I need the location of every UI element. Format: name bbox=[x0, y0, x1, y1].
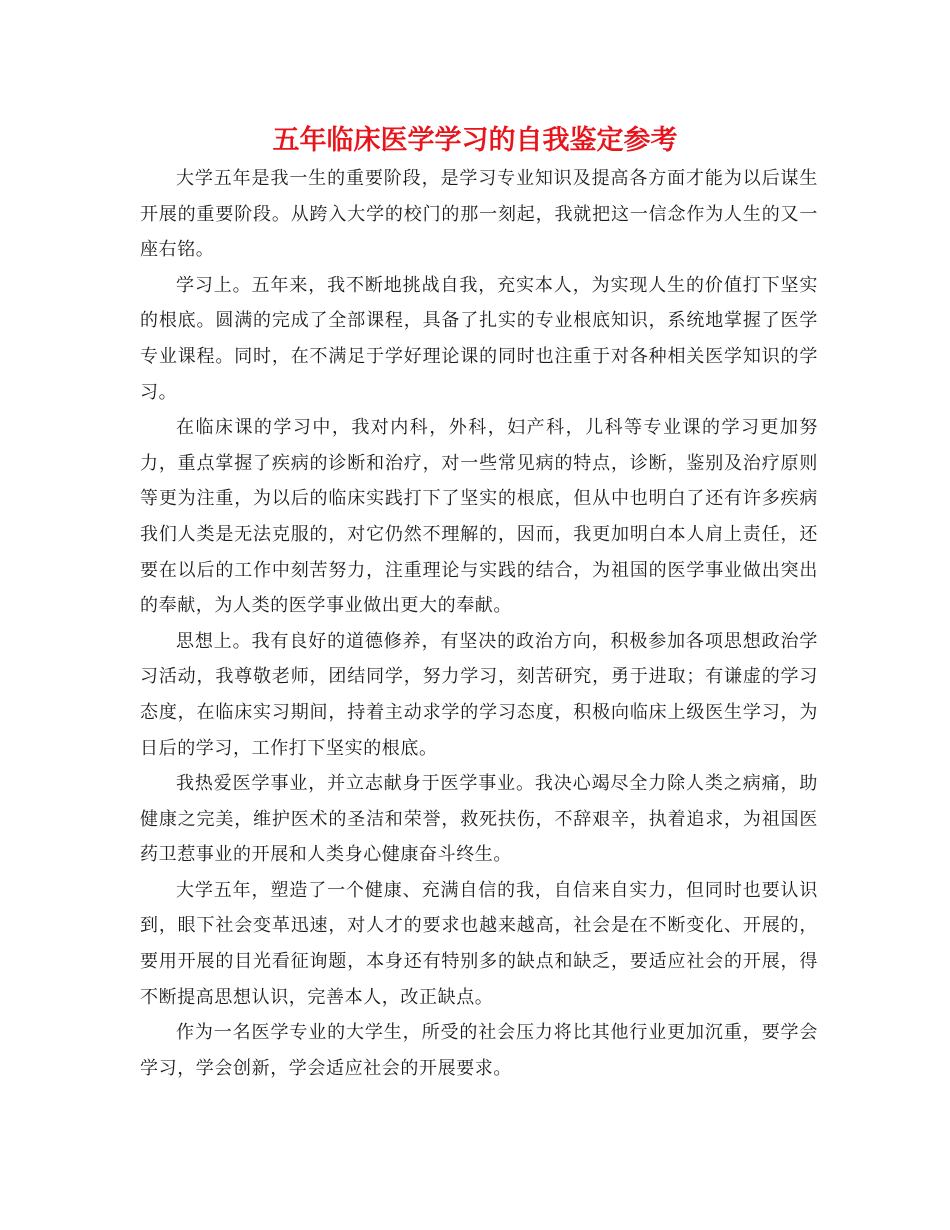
paragraph-intro: 大学五年是我一生的重要阶段，是学习专业知识及提高各方面才能为以后谋生开展的重要阶段。从跨入大学的校门的那一刻起，我就把这一信念作为人生的又一座右铭。 bbox=[140, 168, 818, 261]
paragraph-study: 学习上。五年来，我不断地挑战自我，充实本人，为实现人生的价值打下坚实的根底。圆满的完成了全部课程，具备了扎实的专业根底知识，系统地掌握了医学专业课程。同时，在不满足于学好理论课的同时也注重于对各种相关医学知识的学习。 bbox=[140, 274, 818, 403]
paragraph-reflection: 大学五年，塑造了一个健康、充满自信的我，自信来自实力，但同时也要认识到，眼下社会变革迅速，对人才的要求也越来越高，社会是在不断变化、开展的，要用开展的目光看征询题，本身还有特别多的缺点和缺乏，要适应社会的开展，得不断提高思想认识，完善本人，改正缺点。 bbox=[140, 879, 818, 1008]
paragraph-career: 我热爱医学事业，并立志献身于医学事业。我决心竭尽全力除人类之病痛，助健康之完美，维护医术的圣洁和荣誉，救死扶伤，不辞艰辛，执着追求，为祖国医药卫惹事业的开展和人类身心健康奋斗终生。 bbox=[140, 773, 818, 866]
paragraph-clinical: 在临床课的学习中，我对内科，外科，妇产科，儿科等专业课的学习更加努力，重点掌握了疾病的诊断和治疗，对一些常见病的特点，诊断，鉴别及治疗原则等更为注重，为以后的临床实践打下了坚实的根底，但从中也明白了还有许多疾病我们人类是无法克服的，对它仍然不理解的，因而，我更加明白本人肩上责任，还要在以后的工作中刻苦努力，注重理论与实践的结合，为祖国的医学事业做出突出的奉献，为人类的医学事业做出更大的奉献。 bbox=[140, 417, 818, 617]
paragraph-conclusion: 作为一名医学专业的大学生，所受的社会压力将比其他行业更加沉重，要学会学习，学会创新，学会适应社会的开展要求。 bbox=[140, 1022, 818, 1079]
document-title: 五年临床医学学习的自我鉴定参考 bbox=[272, 125, 678, 156]
paragraph-ideology: 思想上。我有良好的道德修养，有坚决的政治方向，积极参加各项思想政治学习活动，我尊敬老师，团结同学，努力学习，刻苦研究，勇于进取；有谦虚的学习态度，在临床实习期间，持着主动求学的学习态度，积极向临床上级医生学习，为日后的学习，工作打下坚实的根底。 bbox=[140, 630, 818, 759]
document-body bbox=[140, 161, 818, 1086]
